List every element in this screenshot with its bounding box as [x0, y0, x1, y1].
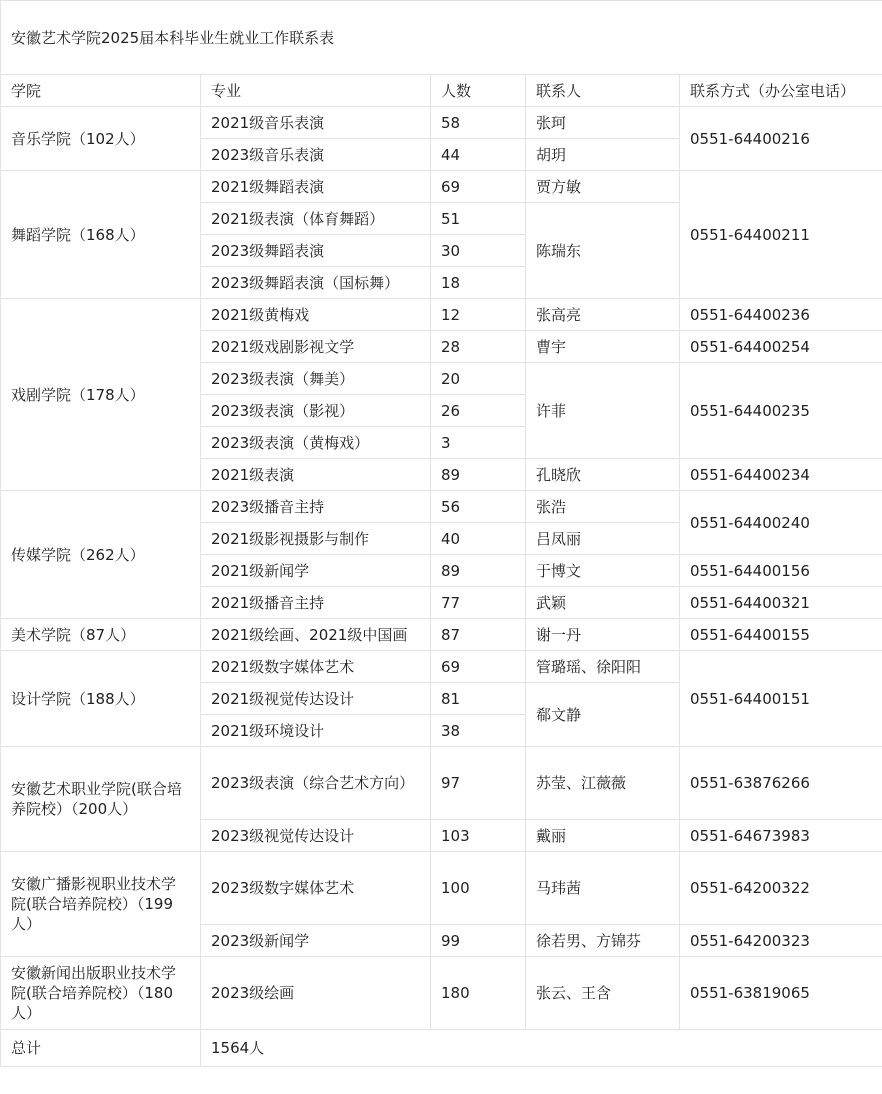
major-cell: 2023级舞蹈表演 — [201, 235, 431, 267]
contact-cell: 曹宇 — [526, 331, 680, 363]
contact-cell: 贾方敏 — [526, 171, 680, 203]
contact-cell: 张浩 — [526, 491, 680, 523]
count-cell: 3 — [431, 427, 526, 459]
major-cell: 2021级环境设计 — [201, 715, 431, 747]
major-cell: 2021级黄梅戏 — [201, 299, 431, 331]
phone-cell: 0551-64400155 — [680, 619, 882, 651]
phone-cell: 0551-64400235 — [680, 363, 882, 459]
phone-cell: 0551-63819065 — [680, 957, 882, 1030]
count-cell: 58 — [431, 107, 526, 139]
major-cell: 2023级视觉传达设计 — [201, 820, 431, 852]
table-title: 安徽艺术学院2025届本科毕业生就业工作联系表 — [1, 1, 882, 75]
contact-cell: 戴丽 — [526, 820, 680, 852]
count-cell: 77 — [431, 587, 526, 619]
major-cell: 2021级数字媒体艺术 — [201, 651, 431, 683]
major-cell: 2021级戏剧影视文学 — [201, 331, 431, 363]
phone-cell: 0551-64400254 — [680, 331, 882, 363]
count-cell: 12 — [431, 299, 526, 331]
major-cell: 2023级新闻学 — [201, 925, 431, 957]
count-cell: 44 — [431, 139, 526, 171]
count-cell: 99 — [431, 925, 526, 957]
major-cell: 2021级视觉传达设计 — [201, 683, 431, 715]
contact-cell: 许菲 — [526, 363, 680, 459]
phone-cell: 0551-64400156 — [680, 555, 882, 587]
contact-cell: 管璐瑶、徐阳阳 — [526, 651, 680, 683]
count-cell: 103 — [431, 820, 526, 852]
phone-cell: 0551-64673983 — [680, 820, 882, 852]
count-cell: 97 — [431, 747, 526, 820]
college-cell: 安徽艺术职业学院(联合培养院校）（200人） — [1, 747, 201, 852]
count-cell: 40 — [431, 523, 526, 555]
count-cell: 51 — [431, 203, 526, 235]
header-count: 人数 — [431, 75, 526, 107]
major-cell: 2023级绘画 — [201, 957, 431, 1030]
college-cell: 舞蹈学院（168人） — [1, 171, 201, 299]
count-cell: 69 — [431, 171, 526, 203]
contact-cell: 孔晓欣 — [526, 459, 680, 491]
phone-cell: 0551-64200323 — [680, 925, 882, 957]
major-cell: 2021级表演 — [201, 459, 431, 491]
count-cell: 38 — [431, 715, 526, 747]
phone-cell: 0551-64400151 — [680, 651, 882, 747]
major-cell: 2021级影视摄影与制作 — [201, 523, 431, 555]
phone-cell: 0551-64400321 — [680, 587, 882, 619]
count-cell: 89 — [431, 459, 526, 491]
phone-cell: 0551-64400236 — [680, 299, 882, 331]
count-cell: 26 — [431, 395, 526, 427]
total-label: 总计 — [1, 1030, 201, 1067]
contact-cell: 武颖 — [526, 587, 680, 619]
major-cell: 2023级表演（影视） — [201, 395, 431, 427]
college-cell: 安徽新闻出版职业技术学院(联合培养院校）（180人） — [1, 957, 201, 1030]
major-cell: 2023级表演（黄梅戏） — [201, 427, 431, 459]
college-cell: 戏剧学院（178人） — [1, 299, 201, 491]
college-cell: 音乐学院（102人） — [1, 107, 201, 171]
total-value: 1564人 — [201, 1030, 882, 1067]
major-cell: 2023级舞蹈表演（国标舞） — [201, 267, 431, 299]
college-cell: 传媒学院（262人） — [1, 491, 201, 619]
count-cell: 20 — [431, 363, 526, 395]
major-cell: 2021级新闻学 — [201, 555, 431, 587]
header-contact: 联系人 — [526, 75, 680, 107]
count-cell: 18 — [431, 267, 526, 299]
contact-cell: 吕凤丽 — [526, 523, 680, 555]
contact-cell: 马玮茜 — [526, 852, 680, 925]
contact-cell: 陈瑞东 — [526, 203, 680, 299]
count-cell: 28 — [431, 331, 526, 363]
major-cell: 2021级表演（体育舞蹈） — [201, 203, 431, 235]
contact-cell: 张高亮 — [526, 299, 680, 331]
count-cell: 100 — [431, 852, 526, 925]
count-cell: 56 — [431, 491, 526, 523]
count-cell: 89 — [431, 555, 526, 587]
major-cell: 2023级表演（综合艺术方向） — [201, 747, 431, 820]
contact-cell: 徐若男、方锦芬 — [526, 925, 680, 957]
college-cell: 安徽广播影视职业技术学院(联合培养院校）（199人） — [1, 852, 201, 957]
contact-cell: 张云、王含 — [526, 957, 680, 1030]
contact-cell: 张珂 — [526, 107, 680, 139]
count-cell: 87 — [431, 619, 526, 651]
major-cell: 2021级音乐表演 — [201, 107, 431, 139]
count-cell: 69 — [431, 651, 526, 683]
phone-cell: 0551-64400211 — [680, 171, 882, 299]
major-cell: 2021级绘画、2021级中国画 — [201, 619, 431, 651]
phone-cell: 0551-63876266 — [680, 747, 882, 820]
header-phone: 联系方式（办公室电话） — [680, 75, 882, 107]
count-cell: 30 — [431, 235, 526, 267]
count-cell: 180 — [431, 957, 526, 1030]
phone-cell: 0551-64400234 — [680, 459, 882, 491]
header-major: 专业 — [201, 75, 431, 107]
major-cell: 2023级数字媒体艺术 — [201, 852, 431, 925]
phone-cell: 0551-64400240 — [680, 491, 882, 555]
phone-cell: 0551-64400216 — [680, 107, 882, 171]
major-cell: 2021级舞蹈表演 — [201, 171, 431, 203]
contact-cell: 谢一丹 — [526, 619, 680, 651]
contact-cell: 郗文静 — [526, 683, 680, 747]
major-cell: 2023级音乐表演 — [201, 139, 431, 171]
contact-cell: 胡玥 — [526, 139, 680, 171]
contact-cell: 于博文 — [526, 555, 680, 587]
count-cell: 81 — [431, 683, 526, 715]
header-college: 学院 — [1, 75, 201, 107]
college-cell: 美术学院（87人） — [1, 619, 201, 651]
contact-cell: 苏莹、江薇薇 — [526, 747, 680, 820]
major-cell: 2023级表演（舞美） — [201, 363, 431, 395]
college-cell: 设计学院（188人） — [1, 651, 201, 747]
major-cell: 2023级播音主持 — [201, 491, 431, 523]
major-cell: 2021级播音主持 — [201, 587, 431, 619]
phone-cell: 0551-64200322 — [680, 852, 882, 925]
